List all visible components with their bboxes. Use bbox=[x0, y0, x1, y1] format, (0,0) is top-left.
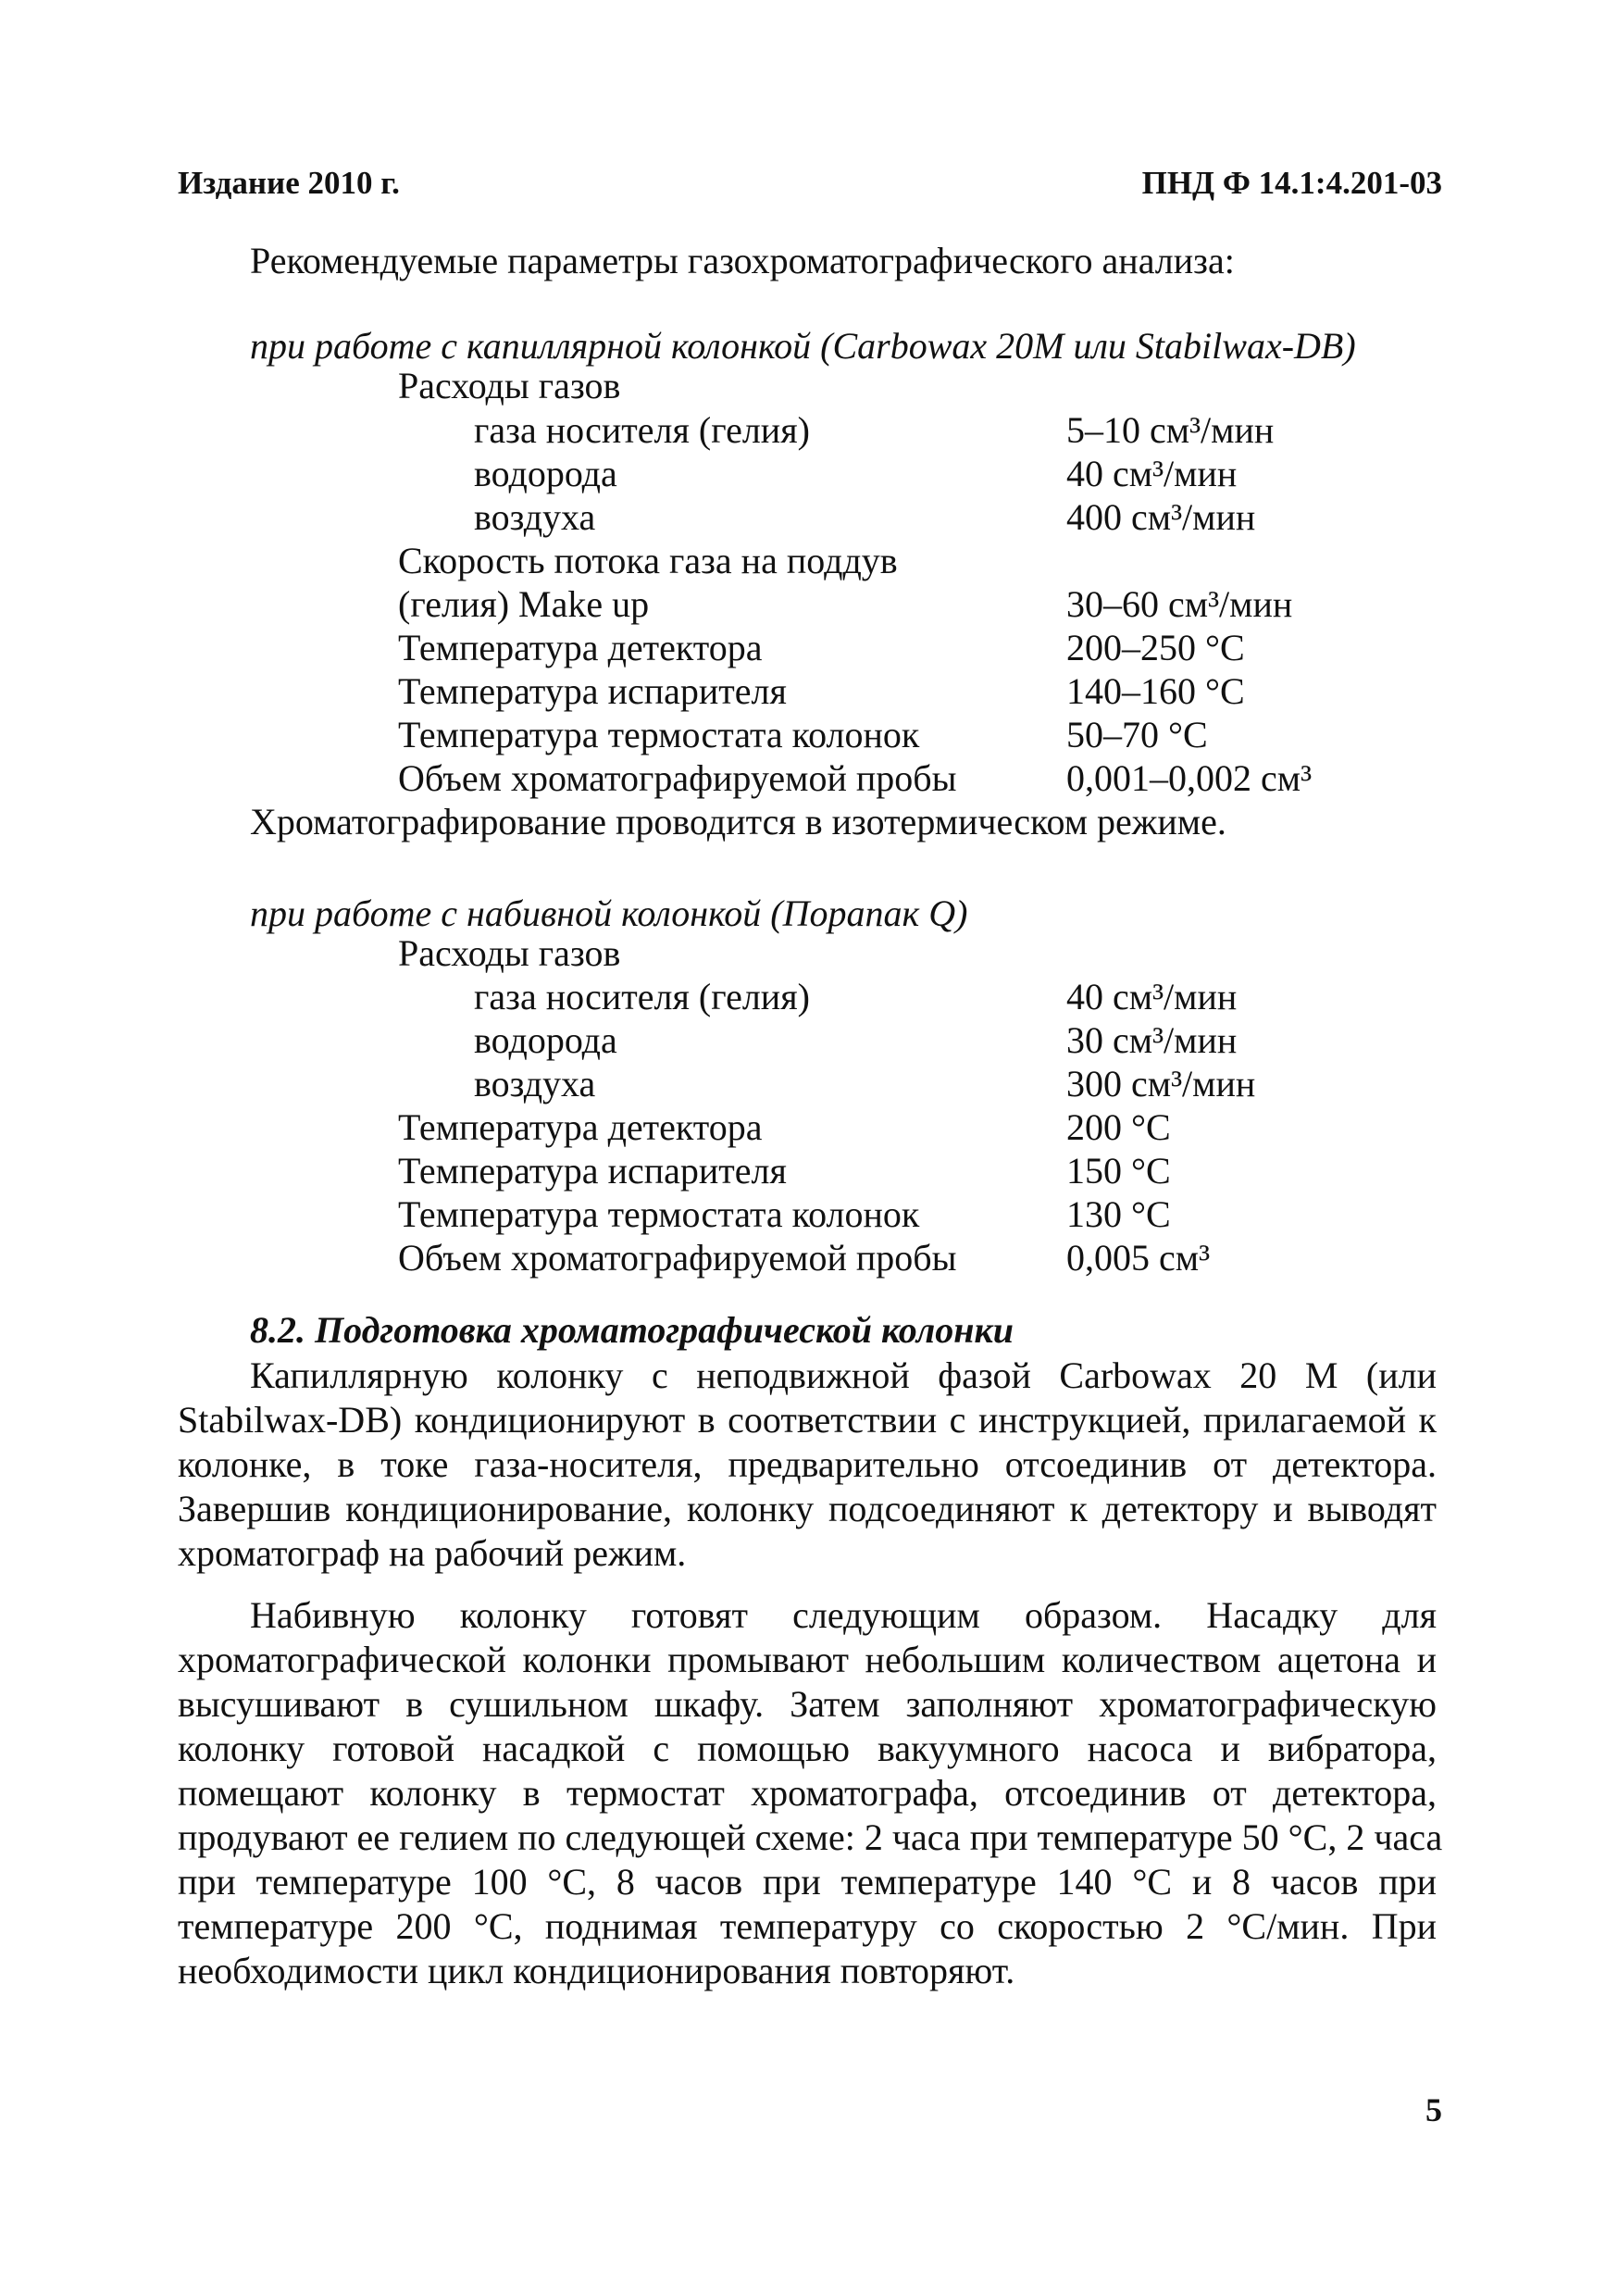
packed-heading: при работе с набивной колонкой (Порапак Q) bbox=[250, 892, 968, 934]
capillary-param-value: 400 см³/мин bbox=[1066, 496, 1256, 538]
packed-param-label: Температура термостата колонок bbox=[398, 1193, 920, 1235]
edition-label: Издание 2010 г. bbox=[178, 165, 400, 201]
page-number: 5 bbox=[1425, 2091, 1442, 2128]
paragraph-line: помещают колонку в термостат хроматографа, отсоединив от детектора, bbox=[178, 1772, 1437, 1814]
section-title: 8.2. Подготовка хроматографической колонки bbox=[250, 1309, 1014, 1351]
packed-param-label: Температура испарителя bbox=[398, 1150, 787, 1192]
capillary-param-value: 5–10 см³/мин bbox=[1066, 409, 1275, 451]
paragraph-line: Завершив кондиционирование, колонку подсоединяют к детектору и выводят bbox=[178, 1488, 1437, 1529]
paragraph-line: продувают ее гелием по следующей схеме: 2 часа при температуре 50 °С, 2 часа bbox=[178, 1816, 1443, 1858]
packed-gas-flow-label: Расходы газов bbox=[398, 932, 621, 974]
paragraph-line: хроматографической колонки промывают небольшим количеством ацетона и bbox=[178, 1639, 1437, 1680]
capillary-param-label: Температура термостата колонок bbox=[398, 714, 920, 755]
capillary-param-value: 50–70 °С bbox=[1066, 714, 1208, 755]
capillary-param-value: 30–60 см³/мин bbox=[1066, 583, 1293, 625]
paragraph-line: Stabilwax-DB) кондиционируют в соответствии с инструкцией, прилагаемой к bbox=[178, 1399, 1437, 1441]
capillary-gas-flow-label: Расходы газов bbox=[398, 365, 621, 406]
capillary-param-value: 40 см³/мин bbox=[1066, 453, 1238, 494]
packed-param-value: 30 см³/мин bbox=[1066, 1019, 1238, 1061]
paragraph-line: при температуре 100 °С, 8 часов при температуре 140 °С и 8 часов при bbox=[178, 1861, 1437, 1903]
capillary-heading: при работе с капиллярной колонкой (Carbowax 20M или Stabilwax-DB) bbox=[250, 325, 1356, 367]
capillary-param-label: Скорость потока газа на поддув bbox=[398, 540, 898, 581]
packed-param-label: газа носителя (гелия) bbox=[474, 976, 810, 1017]
packed-param-value: 300 см³/мин bbox=[1066, 1063, 1256, 1104]
paragraph-line: необходимости цикл кондиционирования повторяют. bbox=[178, 1950, 1015, 1991]
paragraph-line: Набивную колонку готовят следующим образом. Насадку для bbox=[250, 1594, 1437, 1636]
capillary-note: Хроматографирование проводится в изотермическом режиме. bbox=[250, 801, 1226, 842]
document-code: ПНД Ф 14.1:4.201-03 bbox=[1141, 165, 1442, 201]
capillary-param-label: водорода bbox=[474, 453, 617, 494]
packed-param-value: 130 °С bbox=[1066, 1193, 1171, 1235]
paragraph-line: колонку готовой насадкой с помощью вакуумного насоса и вибратора, bbox=[178, 1728, 1437, 1769]
capillary-param-value: 200–250 °С bbox=[1066, 627, 1245, 668]
paragraph-line: высушивают в сушильном шкафу. Затем заполняют хроматографическую bbox=[178, 1683, 1437, 1725]
capillary-param-value: 0,001–0,002 см³ bbox=[1066, 757, 1313, 799]
capillary-param-label: Температура испарителя bbox=[398, 670, 787, 712]
paragraph-line: Капиллярную колонку с неподвижной фазой Carbowax 20 M (или bbox=[250, 1354, 1437, 1396]
packed-param-value: 40 см³/мин bbox=[1066, 976, 1238, 1017]
packed-param-value: 150 °С bbox=[1066, 1150, 1171, 1192]
packed-param-label: Объем хроматографируемой пробы bbox=[398, 1237, 957, 1279]
packed-param-value: 200 °С bbox=[1066, 1106, 1171, 1148]
paragraph-line: хроматограф на рабочий режим. bbox=[178, 1532, 687, 1574]
paragraph-line: колонке, в токе газа-носителя, предварительно отсоединив от детектора. bbox=[178, 1443, 1437, 1485]
capillary-param-value: 140–160 °С bbox=[1066, 670, 1245, 712]
paragraph-line: температуре 200 °С, поднимая температуру со скоростью 2 °С/мин. При bbox=[178, 1905, 1437, 1947]
packed-param-label: воздуха bbox=[474, 1063, 596, 1104]
capillary-param-label: Объем хроматографируемой пробы bbox=[398, 757, 957, 799]
capillary-param-label: Температура детектора bbox=[398, 627, 763, 668]
capillary-param-label: воздуха bbox=[474, 496, 596, 538]
capillary-param-label: газа носителя (гелия) bbox=[474, 409, 810, 451]
packed-param-label: водорода bbox=[474, 1019, 617, 1061]
capillary-param-label: (гелия) Make up bbox=[398, 583, 650, 625]
intro-text: Рекомендуемые параметры газохроматографического анализа: bbox=[250, 240, 1235, 281]
packed-param-label: Температура детектора bbox=[398, 1106, 763, 1148]
packed-param-value: 0,005 см³ bbox=[1066, 1237, 1211, 1279]
